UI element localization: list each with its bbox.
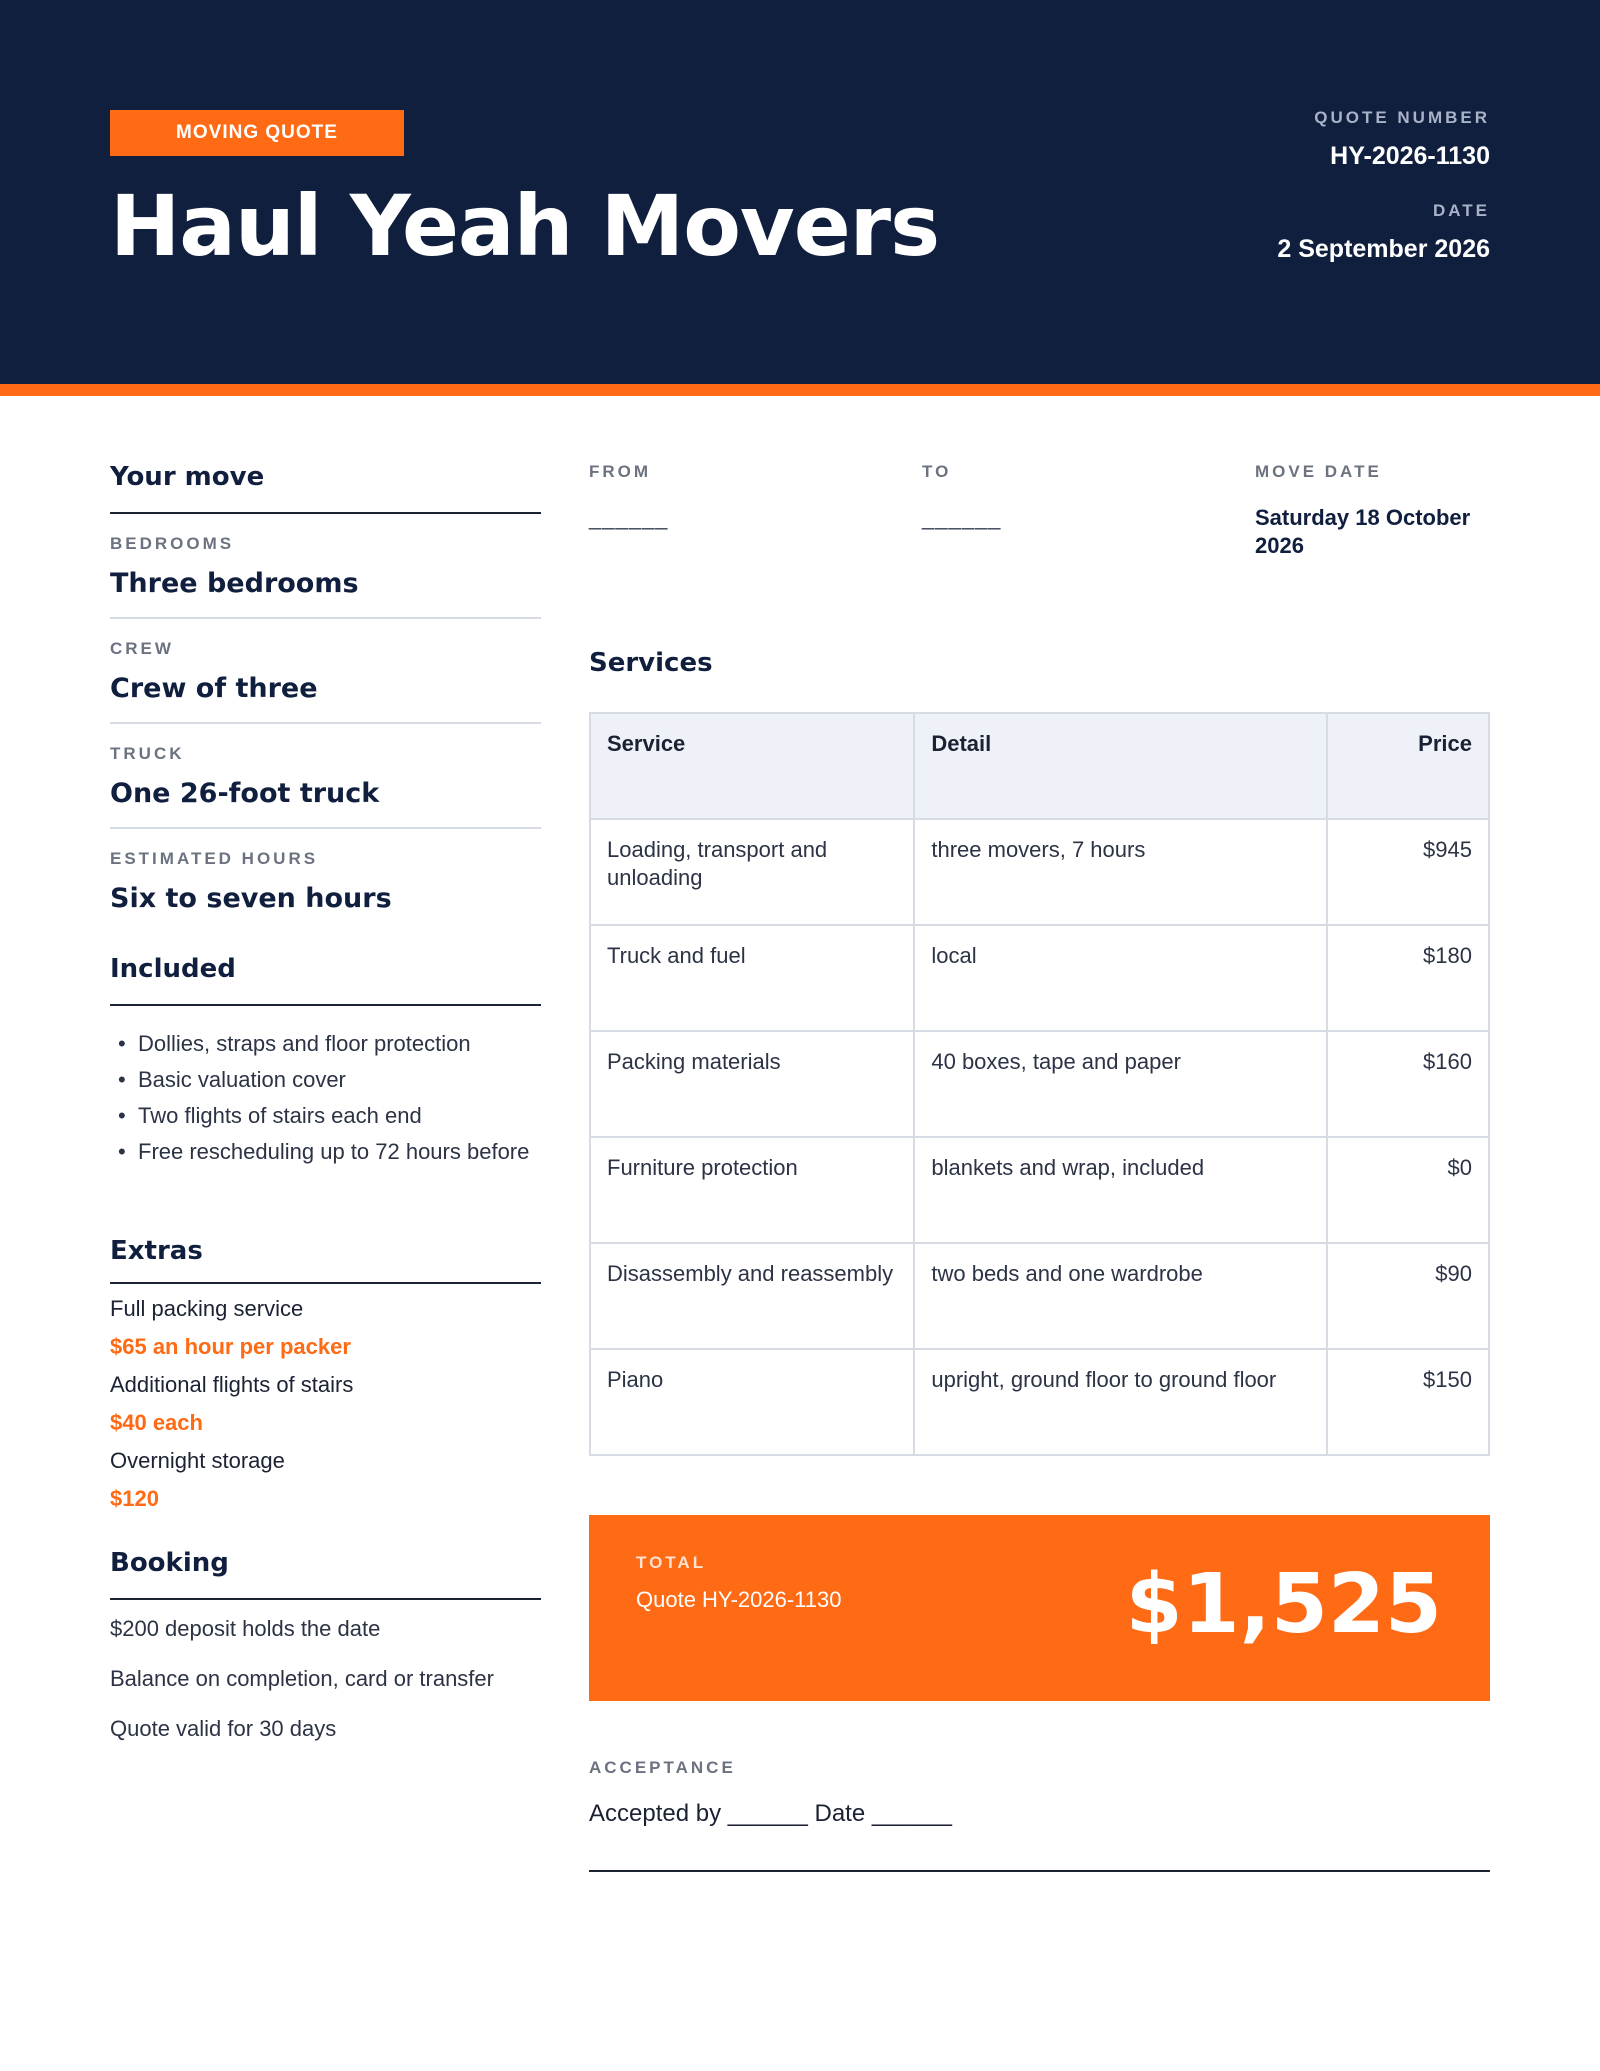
booking-list [110,1600,541,1754]
price-cell: $160 [1327,1031,1489,1137]
to-block [922,462,1001,532]
detail-value: One 26-foot truck [110,778,380,809]
service-cell: Piano [590,1349,914,1455]
price-cell: $150 [1327,1349,1489,1455]
to-value: ______ [922,505,1002,530]
detail-cell: blankets and wrap, included [914,1137,1327,1243]
detail-value: Three bedrooms [110,568,359,599]
detail-label: CREW [110,639,174,658]
column-header: Service [590,713,914,819]
acceptance-label: ACCEPTANCE [589,1758,736,1777]
extra-price: $65 an hour per packer [110,1334,351,1359]
header-accent-bar [0,384,1600,396]
extras-list [110,1284,541,1518]
list-item: • Dollies, straps and floor protection [138,1026,570,1062]
price-cell: $0 [1327,1137,1489,1243]
services-title: Services [589,648,713,678]
table-header-row [590,713,1489,819]
signature-rule [589,1870,1490,1872]
from-label: FROM [589,462,652,481]
extra-price: $120 [110,1486,159,1511]
service-cell: Truck and fuel [590,925,914,1031]
divider [110,1004,541,1006]
move-detail-bedrooms [110,514,541,617]
table-row [590,1031,1489,1137]
detail-cell: two beds and one wardrobe [914,1243,1327,1349]
table-row [590,1243,1489,1349]
move-date-label: MOVE DATE [1255,462,1382,481]
detail-value: Six to seven hours [110,883,392,914]
detail-cell: local [914,925,1327,1031]
extra-name: Additional flights of stairs [110,1372,354,1397]
price-cell: $945 [1327,819,1489,925]
acceptance-signature-line: Accepted by ______ Date ______ [589,1800,952,1827]
booking-line: Quote valid for 30 days [110,1716,337,1741]
from-value: ______ [589,505,669,530]
your-move-title: Your move [110,462,265,492]
list-item: • Free rescheduling up to 72 hours before [138,1134,570,1170]
detail-cell: 40 boxes, tape and paper [914,1031,1327,1137]
quote-date-label: DATE [1432,201,1490,220]
detail-cell: upright, ground floor to ground floor [914,1349,1327,1455]
service-cell: Loading, transport and unloading [590,819,914,925]
services-table [589,712,1490,1456]
move-detail-crew [110,619,541,722]
extra-price: $40 each [110,1410,203,1435]
total-label: TOTAL [636,1553,707,1572]
included-list [110,1026,570,1170]
extra-name: Overnight storage [110,1448,285,1473]
company-name: Haul Yeah Movers [110,177,940,275]
detail-label: TRUCK [110,744,185,763]
total-amount: $1,525 [1125,1557,1442,1652]
column-header: Detail [914,713,1327,819]
left-column [110,462,541,1754]
table-row [590,1137,1489,1243]
quote-meta [1277,108,1490,264]
table-row [590,925,1489,1031]
extra-name: Full packing service [110,1296,304,1321]
booking-title: Booking [110,1548,229,1578]
booking-line: $200 deposit holds the date [110,1616,381,1641]
move-date-value: Saturday 18 October 2026 [1255,505,1471,558]
list-item: • Basic valuation cover [138,1062,570,1098]
total-quote-ref: Quote HY-2026-1130 [636,1587,842,1612]
table-row [590,1349,1489,1455]
table-row [590,819,1489,925]
included-title: Included [110,954,236,984]
detail-value: Crew of three [110,673,318,704]
service-cell: Furniture protection [590,1137,914,1243]
from-block [589,462,668,532]
detail-label: BEDROOMS [110,534,235,553]
quote-number: HY-2026-1130 [1330,142,1490,170]
header-band [0,0,1600,384]
detail-cell: three movers, 7 hours [914,819,1327,925]
quote-number-label: QUOTE NUMBER [1314,108,1490,127]
extras-title: Extras [110,1236,203,1266]
quote-date: 2 September 2026 [1277,235,1490,263]
to-label: TO [922,462,952,481]
document-type-tag: MOVING QUOTE [110,110,404,156]
price-cell: $180 [1327,925,1489,1031]
column-header: Price [1327,713,1489,819]
service-cell: Packing materials [590,1031,914,1137]
total-panel [589,1515,1490,1701]
move-date-block [1255,462,1490,560]
list-item: • Two flights of stairs each end [138,1098,570,1134]
detail-label: ESTIMATED HOURS [110,849,319,868]
move-detail-truck [110,724,541,827]
price-cell: $90 [1327,1243,1489,1349]
service-cell: Disassembly and reassembly [590,1243,914,1349]
move-detail-hours [110,829,541,914]
booking-line: Balance on completion, card or transfer [110,1666,494,1691]
